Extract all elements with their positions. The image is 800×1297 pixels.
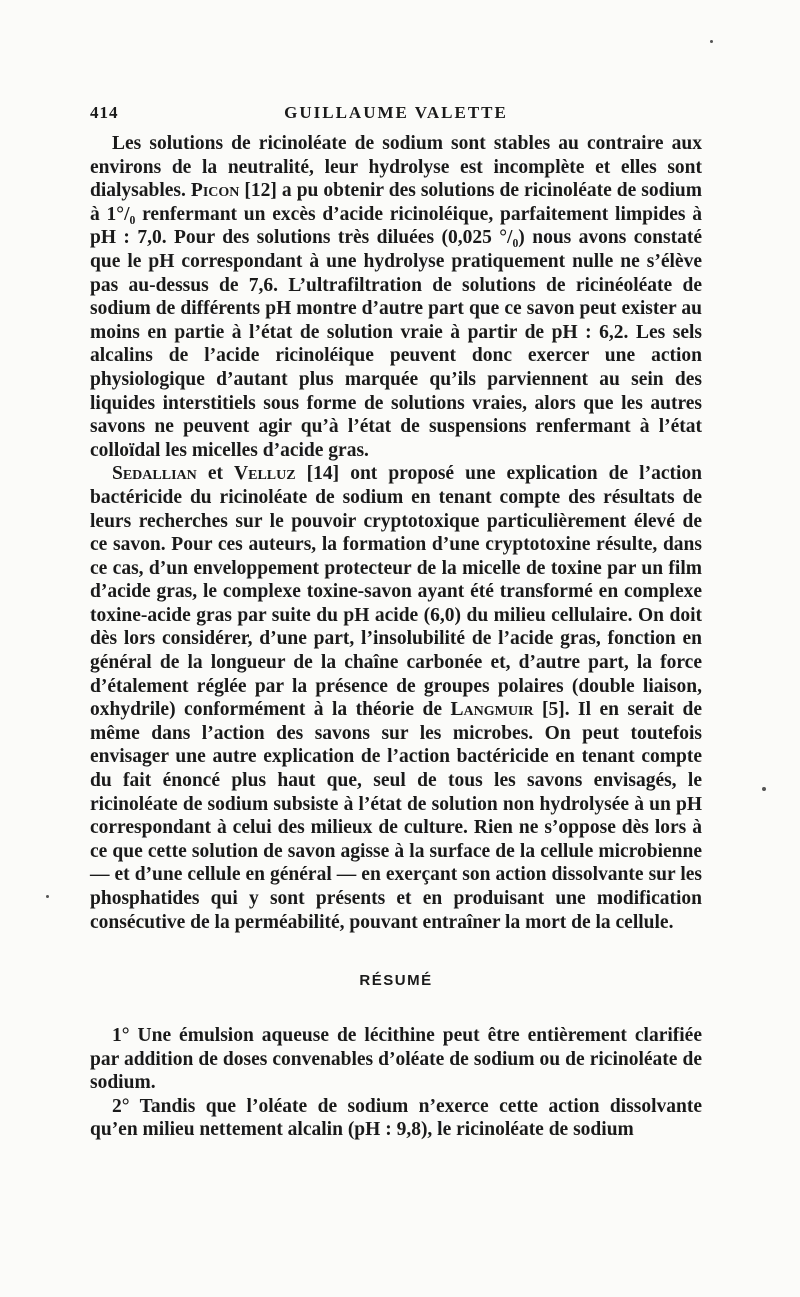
text-run: [14] ont proposé une explication de l’action bactéricide du ricinoléate de sodium en tenant compte des résultats de leurs recherches sur le pouvoir cryptotoxique particulièrement élevé de ce savon. Pour ces auteurs, la formation d’une cryptotoxine résulte, dans ce cas, d’un enveloppement protecteur de la micelle de toxine par un film d’acide gras, le complexe toxine-savon ayant été transformé en complexe toxine-acide gras par suite du pH acide (6,0) du milieu cellulaire. On doit dès lors considérer, d’une part, l’insolubilité de l’acide gras, fonction en général de la longueur de la chaîne carbonée et, d’autre part, la force d’étalement réglée par la présence de groupes polaires (double liaison, oxhydrile) conformément à la théorie de (90, 463, 702, 721)
summary-section (90, 1024, 702, 1142)
text-run: [5]. Il en serait de même dans l’action des savons sur les microbes. On peut toutefois envisager une autre explication de l’action bactéricide en tenant compte du fait énoncé plus haut que, seul de tous les savons envisagés, le ricinoléate de sodium subsiste à l’état de solution non hydrolysée à un pH correspondant à celui des milieux de culture. Rien ne s’oppose dès lors à ce que cette solution de savon agisse à la surface de la cellule microbienne — et d’une cellule en général — en exerçant son action dissolvante sur les phosphatides qui y sont présents et en produisant une modification consécutive de la perméabilité, pouvant entraîner la mort de la cellule. (90, 699, 702, 933)
author-name-picon: Picon (190, 180, 240, 202)
paragraph-2 (90, 462, 702, 934)
page-number: 414 (90, 103, 119, 122)
text-run: et (196, 463, 235, 485)
author-name-sedallian: Sedallian (112, 463, 197, 485)
summary-item-2: 2° Tandis que l’oléate de sodium n’exerce cette action dissolvante qu’en milieu nettement alcalin (pH : 9,8), le ricinoléate de sodium (90, 1095, 702, 1141)
paragraph-1 (90, 132, 702, 462)
scan-speck (46, 895, 49, 898)
author-name-velluz: Velluz (234, 463, 296, 485)
running-title: GUILLAUME VALETTE (284, 103, 508, 122)
scan-speck (710, 40, 713, 43)
text-run: Les solutions de ricinoléate de sodium sont stables au contraire aux environs de la neutralité, leur hydrolyse est incomplète et elles sont dialysables. (90, 133, 702, 202)
author-name-langmuir: Langmuir (450, 699, 534, 721)
summary-item-1: 1° Une émulsion aqueuse de lécithine peut être entièrement clarifiée par addition de doses convenables d’oléate de sodium ou de ricinoléate de sodium. (90, 1025, 702, 1094)
body-text (90, 132, 702, 934)
scan-speck (762, 787, 766, 791)
text-run: [12] a pu obtenir des solutions de ricinoléate de sodium à 1°/₀ renfermant un excès d’acide ricinoléique, parfaitement limpides à pH : 7,0. Pour des solutions très diluées (0,025 °/₀) nous avons constaté que le pH correspondant à une hydrolyse pratiquement nulle ne s’élève pas au-dessus de 7,6. L’ultrafiltration de solutions de ricinéoléate de sodium de différents pH montre d’autre part que ce savon peut exister au moins en partie à l’état de solution vraie à partir de pH : 6,2. Les sels alcalins de l’acide ricinoléique peuvent donc exercer une action physiologique d’autant plus marquée qu’ils parviennent au sein des liquides interstitiels sous forme de solutions vraies, alors que les autres savons ne peuvent agir qu’à l’état de suspensions renfermant à l’état colloïdal les micelles d’acide gras. (90, 180, 702, 461)
section-heading: RÉSUMÉ (359, 972, 433, 989)
